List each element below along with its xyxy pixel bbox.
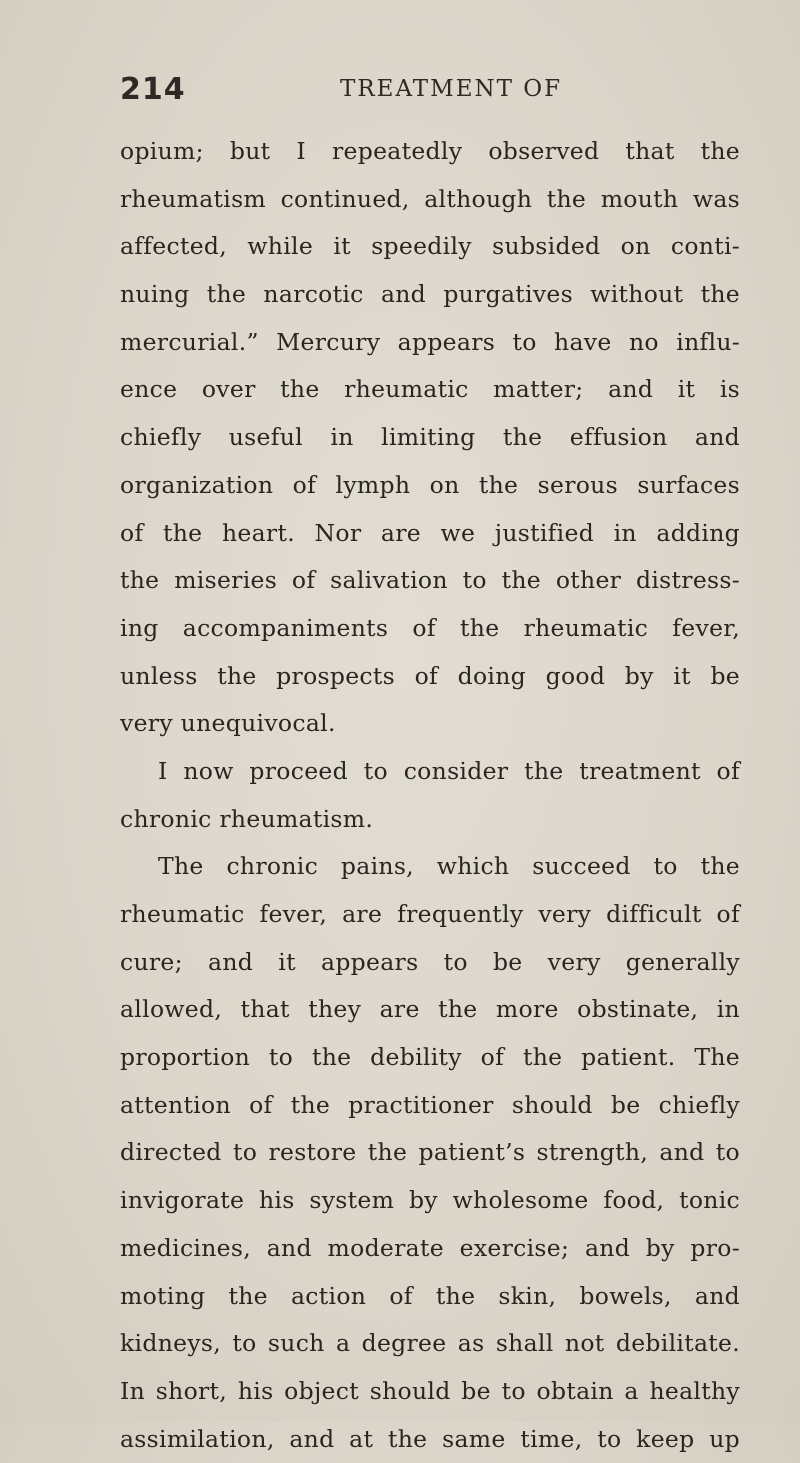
- text-line: cure; and it appears to be very generally: [120, 947, 740, 976]
- text-line: mercurial.” Mercury appears to have no influ-: [120, 327, 740, 356]
- text-line: chiefly useful in limiting the effusion and: [120, 423, 740, 452]
- paragraph-start-line: The chronic pains, which succeed to the: [158, 852, 740, 881]
- body-text: [120, 128, 740, 1463]
- text-line: rheumatic fever, are frequently very difficult of: [120, 900, 740, 928]
- text-line: kidneys, to such a degree as shall not debilitate.: [120, 1329, 740, 1358]
- text-line: the miseries of salivation to the other distress-: [120, 566, 740, 595]
- text-line: opium; but I repeatedly observed that the: [120, 137, 740, 165]
- text-line: rheumatism continued, although the mouth was: [120, 184, 740, 213]
- paragraph-end-line: chronic rheumatism.: [120, 804, 374, 833]
- text-line: ing accompaniments of the rheumatic fever,: [120, 613, 740, 642]
- text-line: ence over the rheumatic matter; and it is: [120, 375, 740, 404]
- text-line: of the heart. Nor are we justified in adding: [120, 518, 740, 547]
- text-line: allowed, that they are the more obstinate, in: [120, 995, 740, 1024]
- text-line: directed to restore the patient’s strength, and to: [120, 1138, 740, 1167]
- text-line: attention of the practitioner should be chiefly: [120, 1090, 740, 1119]
- text-line: invigorate his system by wholesome food, tonic: [120, 1186, 740, 1215]
- text-line: organization of lymph on the serous surfaces: [120, 470, 740, 499]
- page-header: [120, 72, 720, 112]
- paragraph-start-line: I now proceed to consider the treatment of: [158, 756, 740, 785]
- text-line: medicines, and moderate exercise; and by pro-: [120, 1233, 740, 1262]
- text-line: unless the prospects of doing good by it be: [120, 661, 740, 690]
- running-head: TREATMENT OF: [340, 76, 563, 102]
- text-line: nuing the narcotic and purgatives without the: [120, 280, 740, 309]
- page-number: 214: [120, 72, 186, 107]
- text-line: affected, while it speedily subsided on conti-: [120, 232, 740, 261]
- text-line: In short, his object should be to obtain a healthy: [120, 1376, 740, 1405]
- paragraph-end-line: very unequivocal.: [120, 709, 336, 738]
- text-line: moting the action of the skin, bowels, and: [120, 1281, 740, 1310]
- text-line: assimilation, and at the same time, to keep up: [120, 1424, 740, 1453]
- text-line: proportion to the debility of the patient. The: [120, 1043, 740, 1072]
